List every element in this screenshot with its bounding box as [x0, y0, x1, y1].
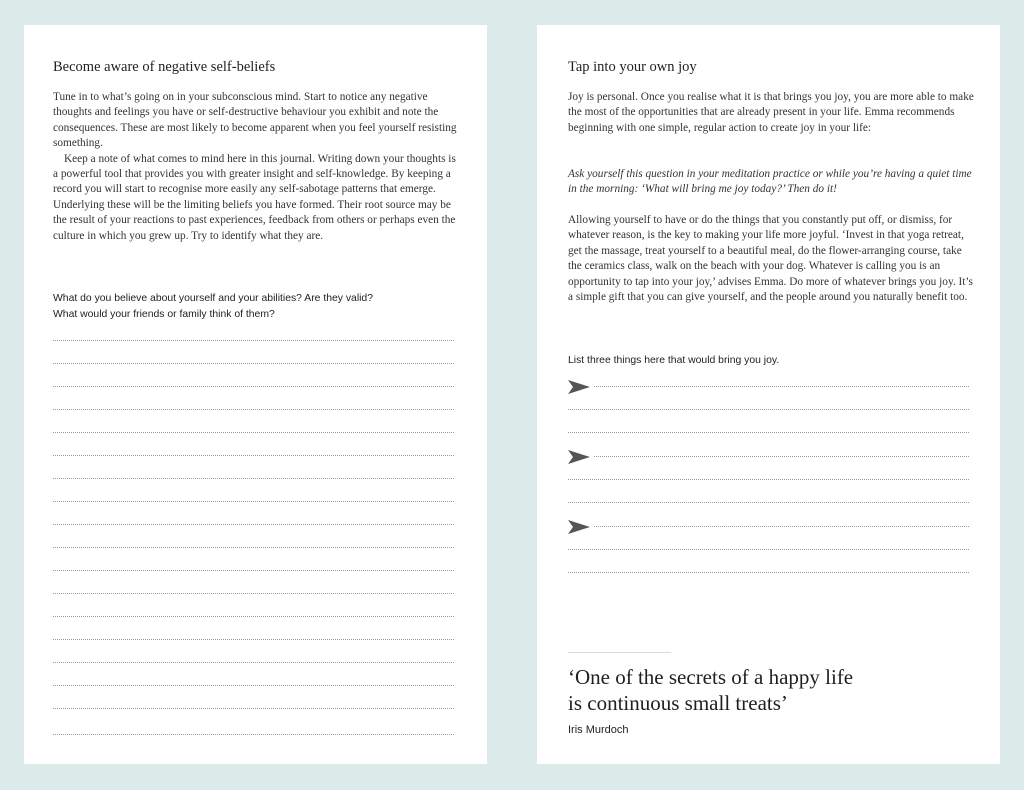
arrow-icon	[568, 450, 590, 464]
left-paragraph-2: Keep a note of what comes to mind here in this journal. Writing down your thoughts is a powerful tool that provides you with greater insight and self-knowledge. By keeping a record you will start to recognise more easily any self-sabotage patterns that emerge. Underlying these will be the limiting beliefs you have formed. Their root source may be the result of your reactions to past experiences, feedback from others or perhaps even the culture in which you grew up. Try to identify what they are.	[53, 152, 456, 242]
writing-line[interactable]	[53, 455, 454, 456]
right-page-heading: Tap into your own joy	[568, 59, 697, 75]
writing-line[interactable]	[53, 662, 454, 663]
writing-line[interactable]	[53, 340, 454, 341]
quote-line-2: is continuous small treats’	[568, 691, 788, 715]
writing-line[interactable]	[594, 526, 969, 527]
writing-line[interactable]	[53, 409, 454, 410]
quote-author: Iris Murdoch	[568, 724, 629, 736]
left-paragraph-1: Tune in to what’s going on in your subconscious mind. Start to notice any negative thoughts and feelings you have or self-destructive behaviour you exhibit and note the consequences. These are most likely to become apparent when you feel yourself resisting something.	[53, 91, 457, 150]
writing-line[interactable]	[568, 549, 969, 550]
left-prompt-line-1: What do you believe about yourself and your abilities? Are they valid?	[53, 293, 373, 304]
writing-line[interactable]	[53, 501, 454, 502]
right-prompt: List three things here that would bring you joy.	[568, 355, 780, 366]
writing-line[interactable]	[53, 547, 454, 548]
writing-line[interactable]	[53, 593, 454, 594]
right-paragraph-2: Allowing yourself to have or do the things that you constantly put off, or dismiss, for whatever reason, is the key to making your life more joyful. ‘Invest in that yoga retreat, get the massage, treat yourself to a beautiful meal, do the flower-arranging course, take the ceramics class, walk on the beach with your dog. Whatever is calling you is an opportunity to tap into your joy,’ advises Emma. Do more of whatever brings you joy. It’s a simple gift that you can give yourself, and the people around you naturally benefit too.	[568, 214, 973, 304]
right-italic-paragraph: Ask yourself this question in your meditation practice or while you’re having a quiet time in the morning: ‘What will bring me joy today?’ Then do it!	[568, 168, 972, 196]
writing-line[interactable]	[568, 409, 969, 410]
arrow-icon	[568, 520, 590, 534]
writing-line[interactable]	[53, 639, 454, 640]
quote-divider	[568, 652, 671, 653]
writing-line[interactable]	[53, 570, 454, 571]
writing-line[interactable]	[53, 524, 454, 525]
quote-line-1: ‘One of the secrets of a happy life	[568, 665, 854, 689]
right-page	[537, 25, 1000, 764]
writing-line[interactable]	[594, 456, 969, 457]
left-page-heading: Become aware of negative self-beliefs	[53, 59, 276, 75]
left-prompt	[53, 291, 463, 322]
writing-line[interactable]	[568, 479, 969, 480]
writing-line[interactable]	[53, 386, 454, 387]
right-paragraph-1: Joy is personal. Once you realise what it is that brings you joy, you are more able to make the most of the opportunities that are already present in your life. Emma recommends beginning with one simple, regular action to create joy in your life:	[568, 91, 974, 134]
writing-line[interactable]	[53, 685, 454, 686]
left-prompt-line-2: What would your friends or family think of them?	[53, 308, 275, 320]
arrow-icon	[568, 380, 590, 394]
writing-line[interactable]	[53, 432, 454, 433]
writing-line[interactable]	[53, 363, 454, 364]
writing-line[interactable]	[53, 478, 454, 479]
writing-line[interactable]	[568, 502, 969, 503]
left-page-body	[53, 90, 458, 244]
quote	[568, 664, 968, 716]
writing-line[interactable]	[594, 386, 969, 387]
writing-line[interactable]	[568, 572, 969, 573]
writing-line[interactable]	[53, 734, 454, 735]
left-page	[24, 25, 487, 764]
writing-line[interactable]	[568, 432, 969, 433]
writing-line[interactable]	[53, 708, 454, 709]
writing-line[interactable]	[53, 616, 454, 617]
